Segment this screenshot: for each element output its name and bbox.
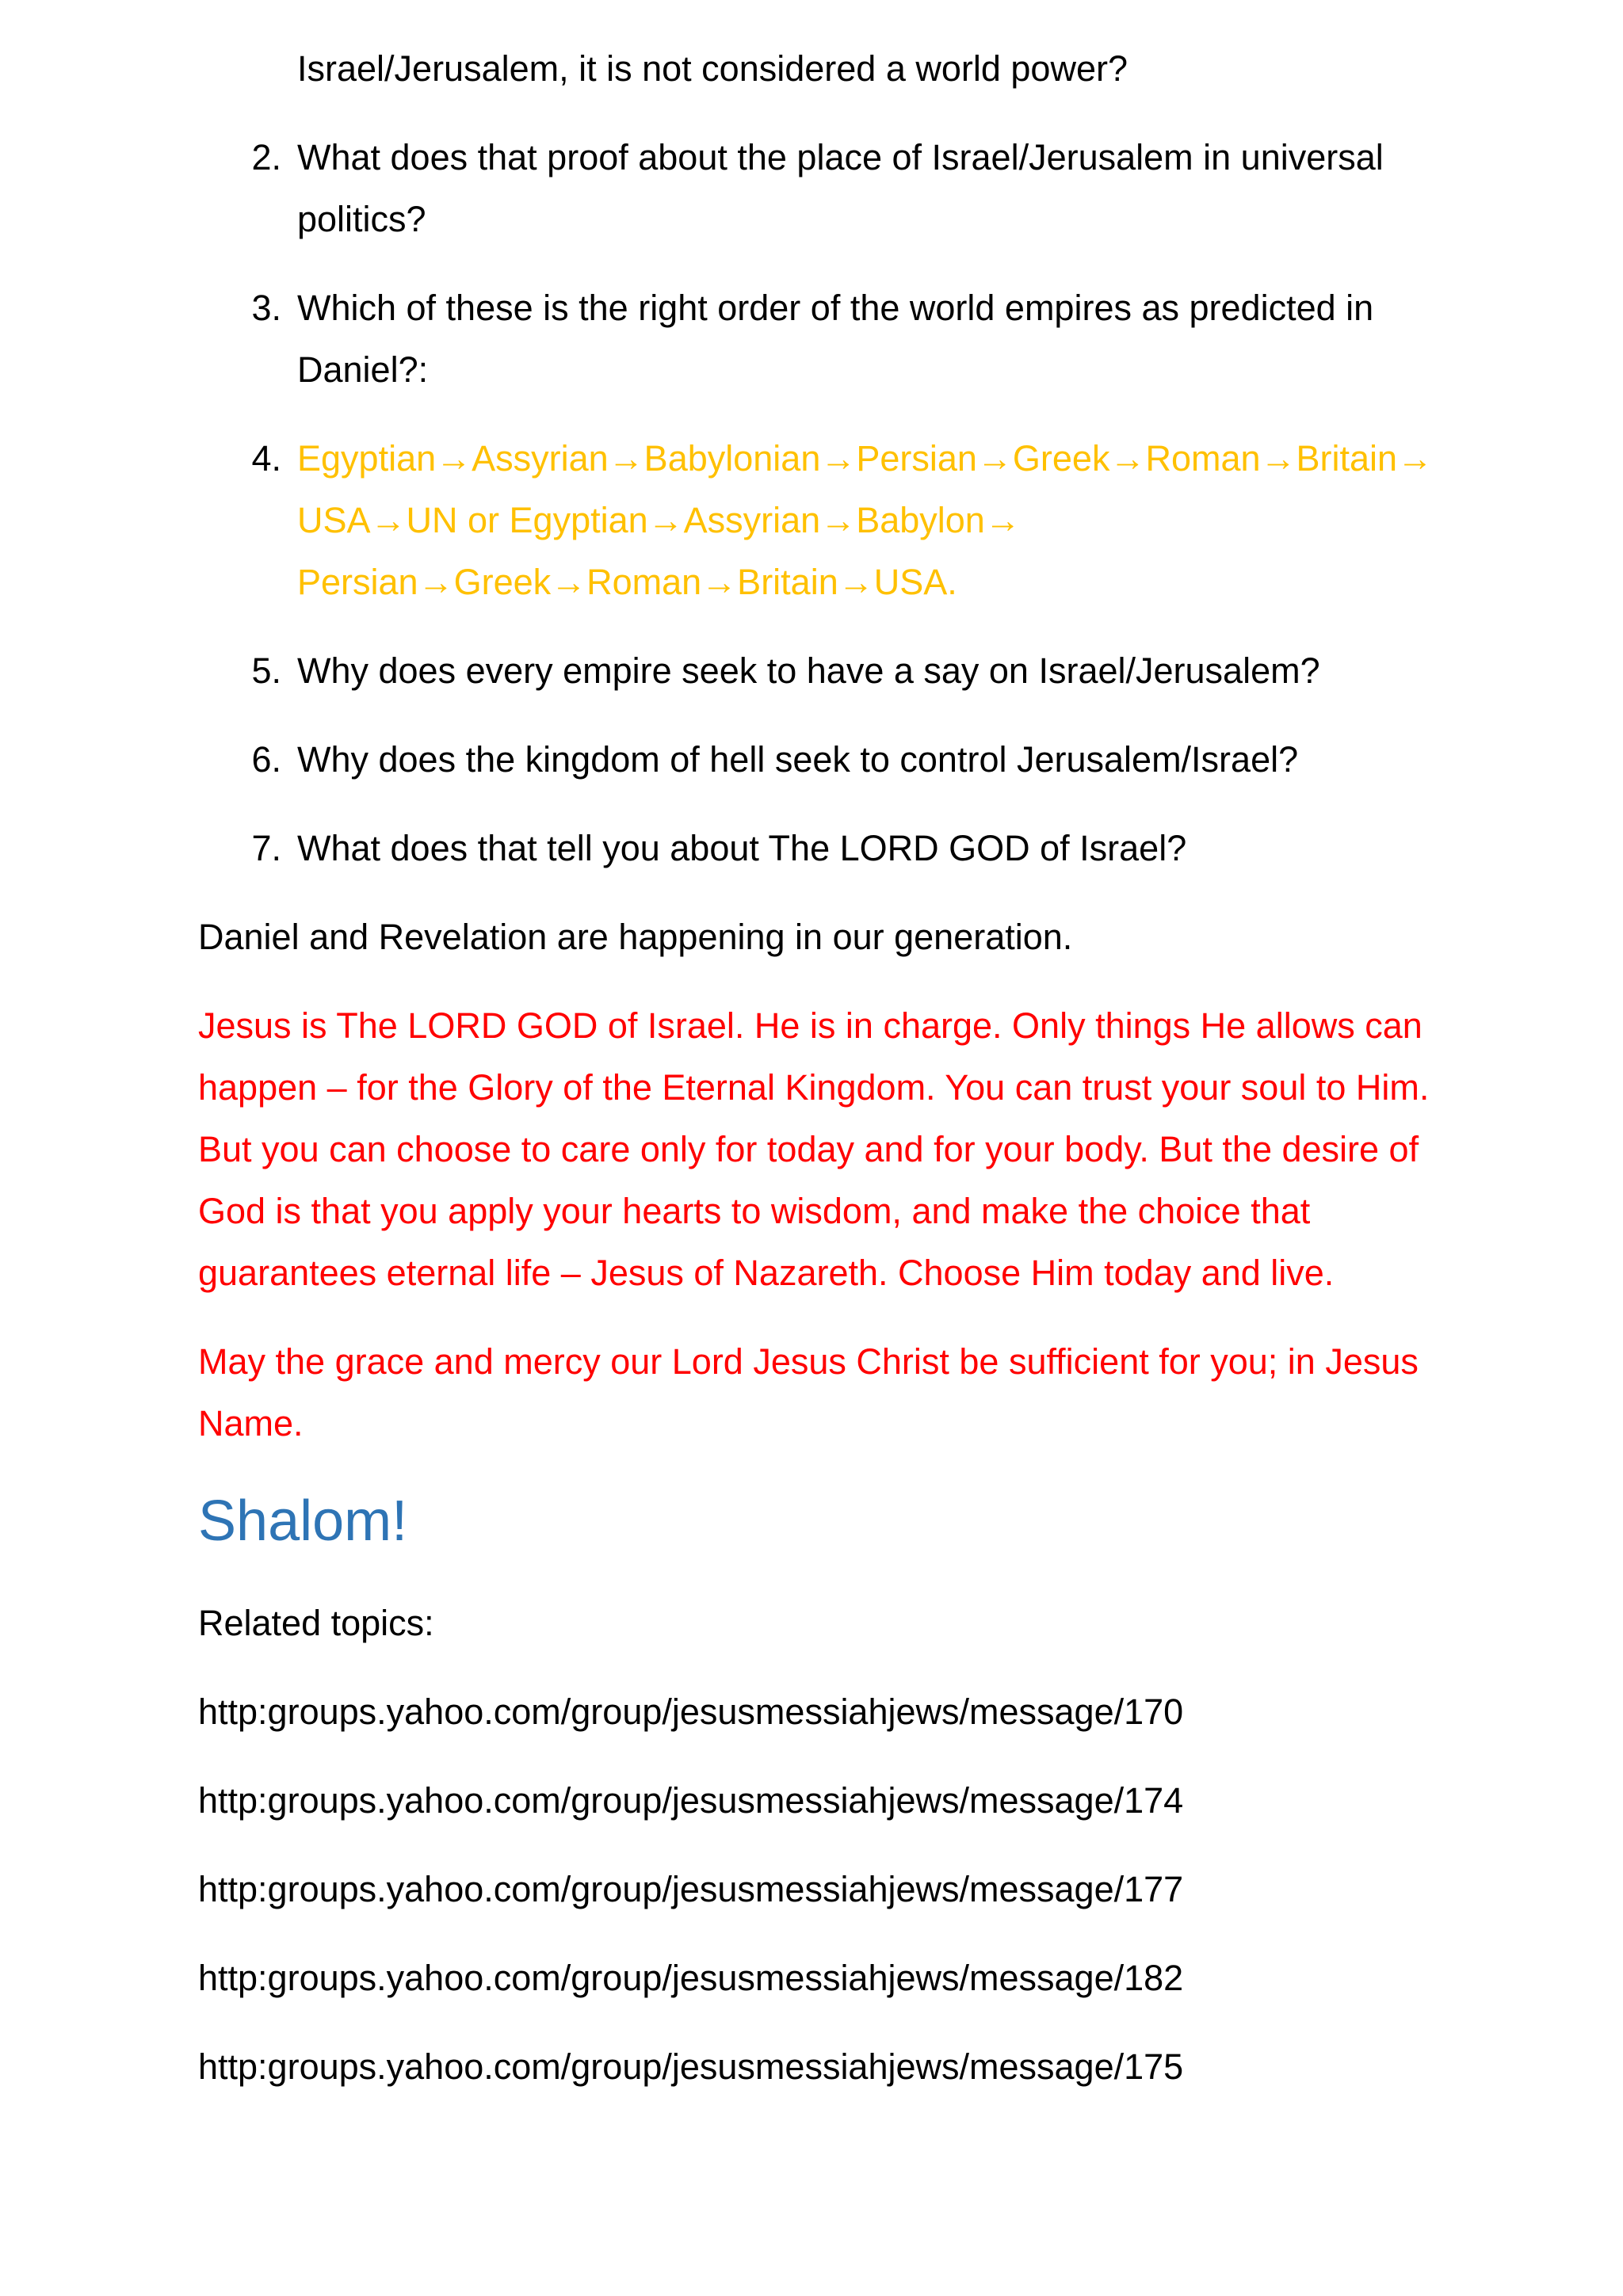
list-item-4 [198, 428, 1434, 613]
list-number: 5. [251, 650, 281, 691]
related-link[interactable]: http:groups.yahoo.com/group/jesusmessiahjews/message/174 [198, 1780, 1184, 1821]
list-item-2 [198, 127, 1434, 250]
list-item-3 [198, 277, 1434, 401]
list-number: 3. [251, 288, 281, 328]
related-link[interactable]: http:groups.yahoo.com/group/jesusmessiahjews/message/182 [198, 1958, 1184, 1998]
related-link[interactable]: http:groups.yahoo.com/group/jesusmessiahjews/message/170 [198, 1691, 1184, 1732]
list-number: 2. [251, 137, 281, 177]
question-list [198, 38, 1434, 879]
list-item-text: What does that proof about the place of Israel/Jerusalem in universal politics? [297, 137, 1384, 239]
paragraph-generation: Daniel and Revelation are happening in our generation. [198, 917, 1073, 957]
related-link[interactable]: http:groups.yahoo.com/group/jesusmessiahjews/message/175 [198, 2046, 1184, 2087]
list-item-text: Which of these is the right order of the world empires as predicted in Daniel?: [297, 288, 1374, 390]
list-number: 7. [251, 828, 281, 868]
related-links-list [198, 1681, 1434, 2098]
paragraph-grace-blessing: May the grace and mercy our Lord Jesus Christ be sufficient for you; in Jesus Name. [198, 1341, 1419, 1444]
empire-order-options: Egyptian→Assyrian→Babylonian→Persian→Greek→Roman→Britain→USA→UN or Egyptian→Assyrian→Babylon→ Persian→Greek→Roman→Britain→USA. [297, 438, 1434, 602]
list-item-6 [198, 729, 1434, 791]
related-link[interactable]: http:groups.yahoo.com/group/jesusmessiahjews/message/177 [198, 1869, 1184, 1909]
list-number: 4. [251, 438, 281, 479]
list-item-text: Why does the kingdom of hell seek to control Jerusalem/Israel? [297, 739, 1299, 780]
paragraph-jesus-lord: Jesus is The LORD GOD of Israel. He is in charge. Only things He allows can happen – for the Glory of the Eternal Kingdom. You can trust your soul to Him. But you can choose to care only for today and for your body. But the desire of God is that you apply your hearts to wisdom, and make the choice that guarantees eternal life – Jesus of Nazareth. Choose Him today and live. [198, 1005, 1430, 1293]
document-page [198, 38, 1434, 2125]
list-item-text: What does that tell you about The LORD GOD of Israel? [297, 828, 1187, 868]
related-topics-label: Related topics: [198, 1603, 434, 1643]
shalom-heading: Shalom! [198, 1489, 408, 1553]
list-item-5 [198, 640, 1434, 702]
list-item-1-continuation [198, 38, 1434, 100]
list-item-text: Israel/Jerusalem, it is not considered a world power? [297, 48, 1128, 89]
list-item-7 [198, 818, 1434, 879]
list-number: 6. [251, 739, 281, 780]
list-item-text: Why does every empire seek to have a say on Israel/Jerusalem? [297, 650, 1320, 691]
